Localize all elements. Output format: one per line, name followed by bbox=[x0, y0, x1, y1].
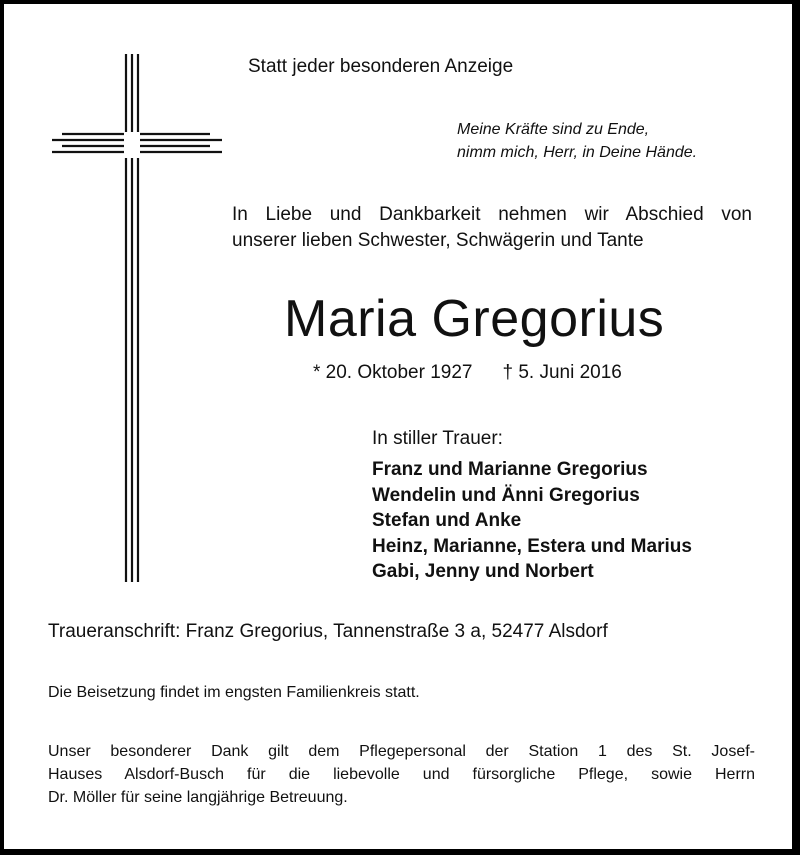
obituary-notice bbox=[4, 4, 792, 849]
birth-date: * 20. Oktober 1927 bbox=[313, 362, 473, 383]
thanks-text bbox=[48, 740, 755, 809]
family-list bbox=[372, 457, 692, 585]
quote-line: Meine Kräfte sind zu Ende, bbox=[457, 121, 650, 138]
family-member: Gabi, Jenny und Norbert bbox=[372, 561, 594, 582]
intro-line: unserer lieben Schwester, Schwägerin und Tante bbox=[232, 230, 644, 251]
notice-header: Statt jeder besonderen Anzeige bbox=[248, 56, 514, 77]
quote-line: nimm mich, Herr, in Deine Hände. bbox=[457, 144, 698, 161]
mourning-address: Traueranschrift: Franz Gregorius, Tannenstraße 3 a, 52477 Alsdorf bbox=[48, 621, 608, 642]
family-member: Franz und Marianne Gregorius bbox=[372, 459, 648, 480]
family-member: Wendelin und Änni Gregorius bbox=[372, 484, 640, 506]
intro-text bbox=[232, 202, 752, 254]
thanks-line: Dr. Möller für seine langjährige Betreuung. bbox=[48, 789, 348, 806]
death-date: † 5. Juni 2016 bbox=[502, 362, 622, 383]
bible-quote bbox=[457, 118, 697, 164]
burial-note: Die Beisetzung findet im engsten Familienkreis statt. bbox=[48, 684, 420, 701]
mourning-label: In stiller Trauer: bbox=[372, 428, 503, 449]
life-dates bbox=[313, 362, 622, 384]
thanks-line: Unser besonderer Dank gilt dem Pflegepersonal der Station 1 des St. Josef- bbox=[48, 743, 755, 760]
family-member: Stefan und Anke bbox=[372, 510, 522, 531]
thanks-line: Hauses Alsdorf-Busch für die liebevolle und fürsorgliche Pflege, sowie Herrn bbox=[48, 766, 755, 783]
intro-line: In Liebe und Dankbarkeit nehmen wir Abschied von bbox=[232, 204, 752, 225]
deceased-name: Maria Gregorius bbox=[284, 290, 665, 348]
family-member: Heinz, Marianne, Estera und Marius bbox=[372, 535, 692, 557]
cross-icon bbox=[48, 54, 228, 584]
